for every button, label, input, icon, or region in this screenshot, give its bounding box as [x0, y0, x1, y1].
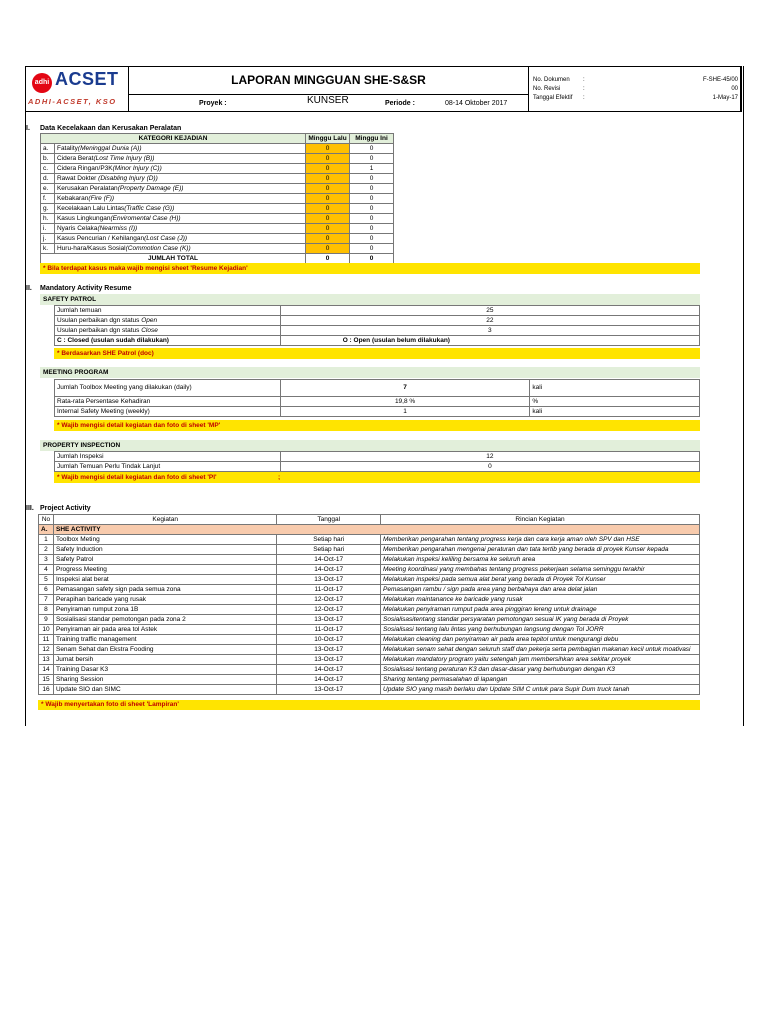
- revision-label: No. Revisi: [533, 86, 561, 92]
- activity-name: Sosialisasi standar pemotongan pada zona 2: [53, 615, 276, 625]
- section-2-number: II.: [26, 285, 32, 292]
- section-3-number: III.: [26, 505, 34, 512]
- incident-row: [41, 174, 394, 184]
- activity-no: 12: [39, 645, 54, 655]
- closed-legend: C : Closed (usulan sudah dilakukan): [55, 336, 281, 346]
- activity-details: Melakukan penyiraman rumput pada area pinggiran lereng untuk drainage: [381, 605, 700, 615]
- activity-details: Melakukan senam sehat dengan seluruh staff dan pekerja serta pembagian makanan kecil untuk moativasi: [381, 645, 700, 655]
- section-1-title: Data Kecelakaan dan Kerusakan Peralatan: [40, 125, 182, 132]
- activity-details: Memberikan pengarahan tentang progress kerja dan cara kerja aman oleh SPV dan HSE: [381, 535, 700, 545]
- activity-details: Melakukan maintanance ke baricade yang rusak: [381, 595, 700, 605]
- patrol-findings-label: Jumlah temuan: [55, 306, 281, 316]
- effective-date-value: 1-May-17: [712, 95, 738, 101]
- incident-letter: i.: [41, 224, 55, 234]
- activity-details: Melakukan mandatory program yaitu setengah jam membersihkan area sekitar proyek: [381, 655, 700, 665]
- section-1-number: I.: [26, 125, 30, 132]
- activity-name: Pemasangan safety sign pada semua zona: [53, 585, 276, 595]
- report-title: LAPORAN MINGGUAN SHE-S&SR: [129, 67, 528, 95]
- incident-total-now: 0: [350, 254, 394, 264]
- meeting-program-table: [54, 379, 700, 417]
- patrol-open-label: Usulan perbaikan dgn status Open: [55, 316, 281, 326]
- activity-date: 13-Oct-17: [277, 645, 381, 655]
- incident-letter: f.: [41, 194, 55, 204]
- activity-date: 13-Oct-17: [277, 575, 381, 585]
- activity-row: [39, 535, 700, 545]
- property-note-text: * Wajib mengisi detail kegiatan dan foto di sheet 'PI': [57, 474, 217, 481]
- incident-row: [41, 154, 394, 164]
- activity-name: Safety Patrol: [53, 555, 276, 565]
- incident-last-week: 0: [306, 174, 350, 184]
- incident-last-week: 0: [306, 144, 350, 154]
- she-activity-label: SHE ACTIVITY: [53, 525, 699, 535]
- followup-findings-value: 0: [280, 462, 699, 472]
- internal-meeting-value: 1: [280, 407, 530, 417]
- incident-row: [41, 234, 394, 244]
- activity-row: [39, 625, 700, 635]
- activity-no: 13: [39, 655, 54, 665]
- no-header: No: [39, 515, 54, 525]
- section-3-title: Project Activity: [40, 505, 91, 512]
- incident-letter: h.: [41, 214, 55, 224]
- incident-name: Cidera Ringan/P3K(Minor Injury (C)): [54, 164, 305, 174]
- activity-row: [39, 585, 700, 595]
- activity-date: 12-Oct-17: [277, 595, 381, 605]
- title-block: [129, 67, 529, 111]
- incident-row: [41, 164, 394, 174]
- activity-date: 13-Oct-17: [277, 685, 381, 695]
- incident-this-week: 0: [350, 184, 394, 194]
- incident-name: Kecelakaan Lalu Lintas(Traffic Case (G)): [54, 204, 305, 214]
- activity-row: [39, 595, 700, 605]
- incident-last-week: 0: [306, 194, 350, 204]
- activity-name: Safety Induction: [53, 545, 276, 555]
- adhi-logo-icon: adhi: [32, 73, 52, 93]
- activity-row: [39, 655, 700, 665]
- periode-value: 08-14 Oktober 2017: [445, 100, 508, 107]
- activity-date: 12-Oct-17: [277, 605, 381, 615]
- incident-name: Nyaris Celaka(Nearmiss (I)): [54, 224, 305, 234]
- incident-this-week: 0: [350, 144, 394, 154]
- logo-subtitle: ADHI-ACSET, KSO: [28, 97, 117, 106]
- company-logo: [26, 67, 129, 111]
- incident-this-week: 1: [350, 164, 394, 174]
- property-inspection-table: [54, 451, 700, 472]
- incident-letter: k.: [41, 244, 55, 254]
- safety-patrol-label: SAFETY PATROL: [40, 294, 700, 305]
- incident-letter: a.: [41, 144, 55, 154]
- incident-total-label: JUMLAH TOTAL: [41, 254, 306, 264]
- activity-details: Sosialisasitentang standar persyaratan pemotongan sesuai IK yang berada di Proyek: [381, 615, 700, 625]
- incident-this-week: 0: [350, 234, 394, 244]
- incident-row: [41, 224, 394, 234]
- open-legend: O : Open (usulan belum dilakukan): [280, 336, 699, 346]
- incident-last-week: 0: [306, 214, 350, 224]
- toolbox-meeting-value: 7: [280, 380, 530, 397]
- safety-patrol-note: * Berdasarkan SHE Patrol (doc): [54, 348, 700, 359]
- activity-row: [39, 685, 700, 695]
- attendance-label: Rata-rata Persentase Kehadiran: [55, 397, 281, 407]
- group-letter: A.: [39, 525, 54, 535]
- incident-this-week: 0: [350, 174, 394, 184]
- date-header: Tanggal: [277, 515, 381, 525]
- activity-name: Sharing Session: [53, 675, 276, 685]
- attendance-value: 19,8 %: [280, 397, 530, 407]
- incident-table: [40, 133, 394, 264]
- activity-no: 4: [39, 565, 54, 575]
- incident-name: Fatality(Meninggal Dunia (A)): [54, 144, 305, 154]
- activity-details: Sosialisasi tentang peraturan K3 dan dasar-dasar yang berhubungan dengan K3: [381, 665, 700, 675]
- safety-patrol-table: [54, 305, 700, 346]
- incident-last-week: 0: [306, 224, 350, 234]
- incident-this-week: 0: [350, 244, 394, 254]
- activity-date: 14-Oct-17: [277, 565, 381, 575]
- activity-row: [39, 645, 700, 655]
- activity-no: 8: [39, 605, 54, 615]
- incident-this-week: 0: [350, 194, 394, 204]
- incident-letter: b.: [41, 154, 55, 164]
- incident-this-week: 0: [350, 214, 394, 224]
- section-2-title: Mandatory Activity Resume: [40, 285, 132, 292]
- incident-letter: g.: [41, 204, 55, 214]
- activity-no: 15: [39, 675, 54, 685]
- activity-details: Melakukan inspeksi pada semua alat berat yang berada di Proyek Tol Kunser: [381, 575, 700, 585]
- incident-row: [41, 214, 394, 224]
- activity-row: [39, 555, 700, 565]
- property-inspection-label: PROPERTY INSPECTION: [40, 440, 700, 451]
- last-week-header: Minggu Lalu: [306, 134, 350, 144]
- incident-total-last: 0: [306, 254, 350, 264]
- toolbox-meeting-label: Jumlah Toolbox Meeting yang dilakukan (daily): [55, 380, 281, 397]
- property-note-mark: ;: [278, 474, 281, 481]
- activity-note: * Wajib menyertakan foto di sheet 'Lampiran': [38, 700, 700, 710]
- activity-no: 2: [39, 545, 54, 555]
- activity-details: Meeting koordinasi yang membahas tentang progress pekerjaan selama seminggu terakhir: [381, 565, 700, 575]
- attendance-unit: %: [530, 397, 700, 407]
- revision-value: 00: [731, 86, 738, 92]
- incident-this-week: 0: [350, 224, 394, 234]
- meeting-program-label: MEETING PROGRAM: [40, 367, 700, 378]
- incident-name: Kerusakan Peralatan(Property Damage (E)): [54, 184, 305, 194]
- incident-last-week: 0: [306, 184, 350, 194]
- toolbox-meeting-unit: kali: [530, 380, 700, 397]
- incident-row: [41, 144, 394, 154]
- activity-name: Penyiraman air pada area tol Astek: [53, 625, 276, 635]
- incident-row: [41, 184, 394, 194]
- incident-last-week: 0: [306, 204, 350, 214]
- incident-last-week: 0: [306, 164, 350, 174]
- doc-number-colon: :: [583, 77, 585, 83]
- activity-date: Setiap hari: [277, 535, 381, 545]
- activity-no: 5: [39, 575, 54, 585]
- internal-meeting-label: Internal Safety Meeting (weekly): [55, 407, 281, 417]
- activity-name: Training traffic management: [53, 635, 276, 645]
- activity-date: Setiap hari: [277, 545, 381, 555]
- activity-no: 11: [39, 635, 54, 645]
- activity-no: 6: [39, 585, 54, 595]
- activity-date: 10-Oct-17: [277, 635, 381, 645]
- effective-date-label: Tanggal Efektif: [533, 95, 573, 101]
- report-header: [25, 66, 742, 112]
- incident-row: [41, 194, 394, 204]
- this-week-header: Minggu Ini: [350, 134, 394, 144]
- activity-date: 11-Oct-17: [277, 585, 381, 595]
- document-meta: [529, 67, 741, 111]
- project-row: [129, 94, 528, 112]
- acset-logo-text: ACSET: [55, 69, 119, 89]
- incident-name: Kebakaran(Fire (F)): [54, 194, 305, 204]
- activity-no: 10: [39, 625, 54, 635]
- activity-name: Training Dasar K3: [53, 665, 276, 675]
- incident-letter: j.: [41, 234, 55, 244]
- project-activity-table: [38, 514, 700, 695]
- activity-row: [39, 545, 700, 555]
- incident-last-week: 0: [306, 234, 350, 244]
- activity-no: 9: [39, 615, 54, 625]
- incident-name: Kasus Lingkungan(Enviromental Case (H)): [54, 214, 305, 224]
- incident-note: * Bila terdapat kasus maka wajib mengisi sheet 'Resume Kejadian': [40, 263, 700, 274]
- incident-name: Kasus Pencurian / Kehilangan(Lost Case (J)): [54, 234, 305, 244]
- activity-name: Penyiraman rumput zona 1B: [53, 605, 276, 615]
- proyek-value: KUNSER: [307, 95, 349, 106]
- activity-row: [39, 675, 700, 685]
- incident-last-week: 0: [306, 154, 350, 164]
- incident-name: Cidera Berat(Lost Time Injury (B)): [54, 154, 305, 164]
- activity-row: [39, 665, 700, 675]
- followup-findings-label: Jumlah Temuan Perlu Tindak Lanjut: [55, 462, 281, 472]
- activity-details: Memberikan pengarahan mengenai peraturan dan tata tertib yang berada di proyek Kunser kepada: [381, 545, 700, 555]
- patrol-findings-value: 25: [280, 306, 699, 316]
- patrol-close-label: Usulan perbaikan dgn status Close: [55, 326, 281, 336]
- activity-row: [39, 605, 700, 615]
- activity-date: 14-Oct-17: [277, 665, 381, 675]
- activity-details: Sharing tentang permasalahan di lapangan: [381, 675, 700, 685]
- incident-letter: d.: [41, 174, 55, 184]
- proyek-label: Proyek :: [199, 100, 227, 107]
- activity-no: 1: [39, 535, 54, 545]
- activity-details: Melakukan inspeksi keliling bersama ke seluruh area: [381, 555, 700, 565]
- activity-no: 3: [39, 555, 54, 565]
- activity-date: 14-Oct-17: [277, 555, 381, 565]
- incident-letter: c.: [41, 164, 55, 174]
- activity-no: 14: [39, 665, 54, 675]
- activity-name: Progress Meeting: [53, 565, 276, 575]
- activity-date: 11-Oct-17: [277, 625, 381, 635]
- activity-details: Update SIO yang masih berlaku dan Update SIM C untuk para Supir Dum truck tanah: [381, 685, 700, 695]
- activity-date: 14-Oct-17: [277, 675, 381, 685]
- patrol-open-value: 22: [280, 316, 699, 326]
- details-header: Rincian Kegiatan: [381, 515, 700, 525]
- activity-row: [39, 575, 700, 585]
- incident-letter: e.: [41, 184, 55, 194]
- incident-name: Rawat Dokter (Disabling Injury (D)): [54, 174, 305, 184]
- activity-row: [39, 565, 700, 575]
- activity-row: [39, 615, 700, 625]
- activity-row: [39, 635, 700, 645]
- activity-name: Perapihan baricade yang rusak: [53, 595, 276, 605]
- activity-name: Senam Sehat dan Ekstra Fooding: [53, 645, 276, 655]
- activity-name: Jumat bersih: [53, 655, 276, 665]
- periode-label: Periode :: [385, 100, 415, 107]
- incident-row: [41, 204, 394, 214]
- activity-details: Sosialisasi tentang lalu lintas yang berhubungan langsung dengan Tol JORR: [381, 625, 700, 635]
- activity-name: Inspeksi alat berat: [53, 575, 276, 585]
- doc-number-value: F-SHE-45/00: [702, 77, 738, 83]
- activity-details: Melakukan cleaning dan penyiraman air pada area tepitol untuk mengurangi debu: [381, 635, 700, 645]
- incident-name: Huru-hara/Kasus Sosial(Commotion Case (K)): [54, 244, 305, 254]
- internal-meeting-unit: kali: [530, 407, 700, 417]
- activity-date: 13-Oct-17: [277, 655, 381, 665]
- activity-no: 7: [39, 595, 54, 605]
- revision-colon: :: [583, 86, 585, 92]
- effective-date-colon: :: [583, 95, 585, 101]
- property-note: [54, 472, 700, 483]
- activity-header: Kegiatan: [53, 515, 276, 525]
- activity-name: Update SIO dan SIMC: [53, 685, 276, 695]
- inspection-count-label: Jumlah Inspeksi: [55, 452, 281, 462]
- doc-number-label: No. Dokumen: [533, 77, 570, 83]
- activity-date: 13-Oct-17: [277, 615, 381, 625]
- activity-details: Pemasangan rambu / sign pada area yang berbahaya dan area delat jalan: [381, 585, 700, 595]
- incident-this-week: 0: [350, 204, 394, 214]
- activity-no: 16: [39, 685, 54, 695]
- incident-last-week: 0: [306, 244, 350, 254]
- patrol-close-value: 3: [280, 326, 699, 336]
- incident-row: [41, 244, 394, 254]
- incident-this-week: 0: [350, 154, 394, 164]
- meeting-note: * Wajib mengisi detail kegiatan dan foto di sheet 'MP': [54, 420, 700, 431]
- incident-category-header: KATEGORI KEJADIAN: [41, 134, 306, 144]
- activity-name: Toolbox Meting: [53, 535, 276, 545]
- inspection-count-value: 12: [280, 452, 699, 462]
